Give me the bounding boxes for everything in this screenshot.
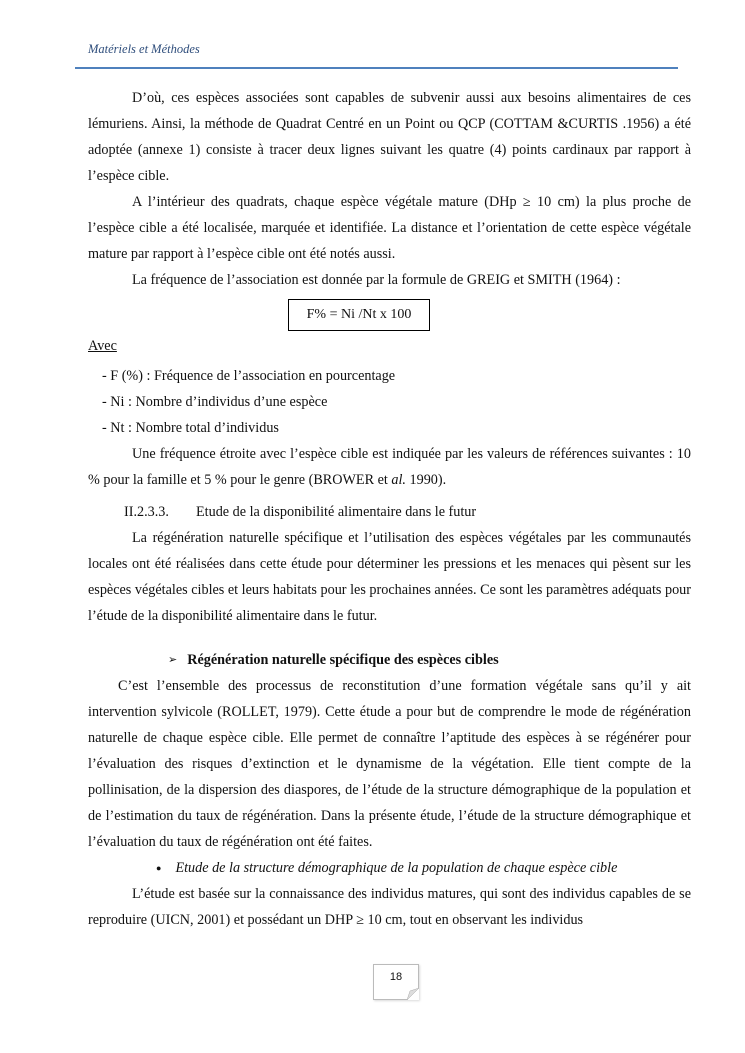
paragraph-reference-values [88,441,691,493]
reference-text-end: 1990). [405,472,447,488]
reference-text-start: Une fréquence étroite avec l’espèce cible est indiquée par les valeurs de références suivantes : 10 % pour la famille et 5 % pour le genre (BROWER et [88,446,691,488]
bullet-dot-icon: ● [156,863,162,873]
list-item: - Nt : Nombre total d’individus [102,420,279,436]
section-heading [124,499,691,525]
section-title: Etude de la disponibilité alimentaire dans le futur [196,504,477,520]
definition-list [102,363,691,441]
page-number: 18 [389,971,403,983]
list-item: - Ni : Nombre d’individus d’une espèce [102,394,328,410]
subheading [168,647,691,673]
section-number: II.2.3.3. [124,504,169,520]
formula-box: F% = Ni /Nt x 100 [288,299,430,331]
subheading-text: Régénération naturelle spécifique des espèces cibles [187,652,499,668]
page-number-box [373,964,419,1000]
formula-container [88,299,691,333]
reference-italic: al. [391,472,406,488]
running-header: Matériels et Méthodes [88,42,200,56]
avec-label: Avec [88,338,117,354]
bullet-item [156,855,691,881]
page-body [88,85,691,933]
paragraph-mature-individuals: L’étude est basée sur la connaissance des individus matures, qui sont des individus capables de se reproduire (UICN, 2001) et possédant un DHP ≥ 10 cm, tout en observant les individus [88,886,691,928]
bullet-item-text: Etude de la structure démographique de la population de chaque espèce cible [175,860,618,876]
page-curl-icon [407,988,419,1000]
paragraph-quadrats: A l’intérieur des quadrats, chaque espèce végétale mature (DHp ≥ 10 cm) la plus proche de l’espèce cible a été localisée, marquée et identifiée. La distance et l’orientation de cette espèce végétale mature par rapport à l’espèce cible ont été notés aussi. [88,194,691,262]
paragraph-regeneration-intro: La régénération naturelle spécifique et l’utilisation des espèces végétales par les communautés locales ont été réalisées dans cette étude pour déterminer les pressions et les menaces qui pèsent sur les espèces végétales cibles et leurs habitats pour les prochaines années. Ce sont les paramètres adéquats pour l’étude de la disponibilité alimentaire dans le futur. [88,530,691,624]
paragraph-regeneration-definition: C’est l’ensemble des processus de reconstitution d’une formation végétale sans qu’il y ait intervention sylvicole (ROLLET, 1979). Cette étude a pour but de comprendre le mode de régénération naturelle de chaque espèce cible. Elle permet de connaître l’aptitude des espèces à se régénérer pour l’évaluation des risques d’extinction et le dynamisme de la végétation. Elle tient compte de la pollinisation, de la dispersion des diaspores, de l’étude de la structure démographique de la population et de l’estimation du taux de régénération. Dans la présente étude, l’étude de la structure démographique et l’évaluation du taux de régénération ont été faites. [88,678,691,850]
arrow-bullet-icon: ➢ [168,654,178,666]
list-item: - F (%) : Fréquence de l’association en pourcentage [102,368,396,384]
paragraph-associated-species: D’où, ces espèces associées sont capables de subvenir aussi aux besoins alimentaires de ces lémuriens. Ainsi, la méthode de Quadrat Centré en un Point ou QCP (COTTAM &CURTIS .1956) a été adoptée (annexe 1) consiste à tracer deux lignes suivant les quatre (4) points cardinaux par rapport à l’espèce cible. [88,90,691,184]
paragraph-frequency-intro: La fréquence de l’association est donnée par la formule de GREIG et SMITH (1964) : [132,272,621,288]
header-rule [75,67,678,69]
